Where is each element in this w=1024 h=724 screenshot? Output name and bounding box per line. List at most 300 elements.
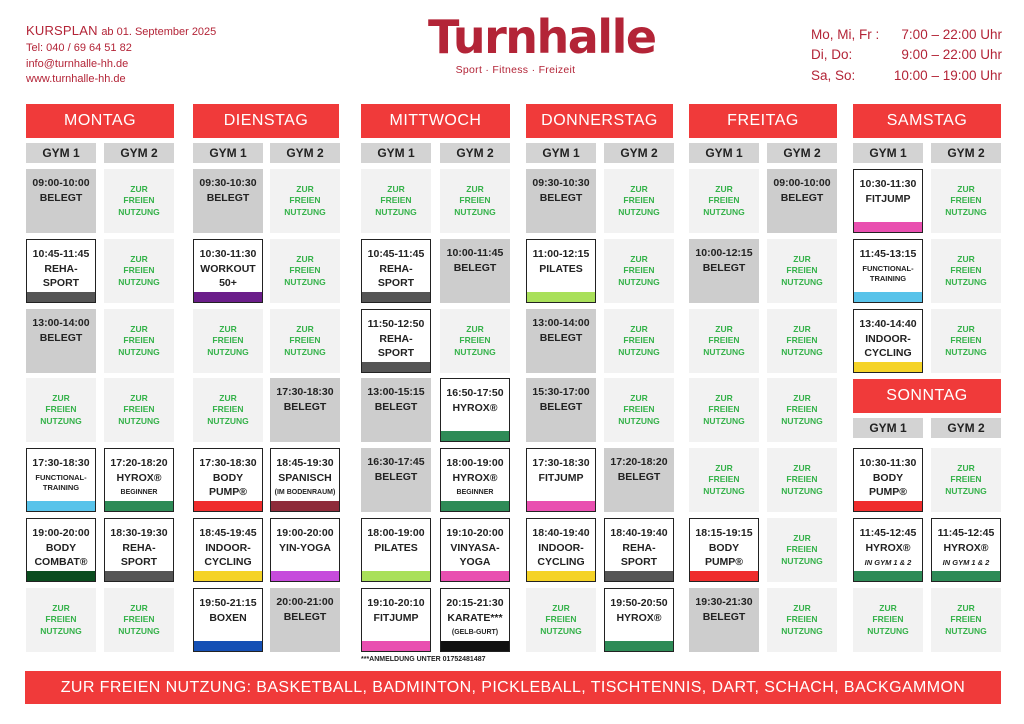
gym-header-2: GYM 2 [604,143,674,163]
text-line: CYCLING [864,346,912,359]
free-use-word: FREIEN [289,265,321,276]
text-line: BOXEN [209,612,247,624]
free-use-label [936,184,996,219]
course-color-bar [441,501,509,511]
free-use-word: FREIEN [289,335,321,346]
course-time: 18:00-19:00 [446,457,504,469]
gym-header-1: GYM 1 [361,143,431,163]
free-use-word: FREIEN [786,265,818,276]
course-cell [26,239,96,303]
free-use-label [936,324,996,359]
course-time: 10:00-11:45 [446,247,504,259]
course-time: 13:40-14:40 [859,318,917,330]
free-use-word: NUTZUNG [781,415,823,426]
course-time: 09:00-10:00 [32,177,90,189]
text-line: HYROX® [452,472,498,484]
gym-header-1: GYM 1 [853,418,923,438]
course-name [605,542,673,569]
text-line: YIN-YOGA [279,542,331,554]
course-name [854,472,922,499]
text-line: SPORT [377,346,415,359]
free-use-label [609,393,669,428]
text-line: PUMP® [208,485,248,498]
occupied-cell [270,588,340,652]
free-use-word: ZUR [466,323,484,334]
text-line: REHA- [44,263,78,275]
free-use-word: NUTZUNG [454,346,496,357]
course-name [527,263,595,277]
text-line: FUNCTIONAL- [862,264,914,273]
course-cell [853,239,923,303]
free-use-label [445,324,505,359]
free-use-word: FREIEN [623,404,655,415]
text-line: BELEGT [780,192,824,204]
course-color-bar [527,501,595,511]
course-name [854,193,922,207]
free-use-word: ZUR [879,602,897,613]
course-time: 20:00-21:00 [276,596,334,608]
text-line: BELEGT [539,401,583,413]
course-time: 10:45-11:45 [367,248,425,260]
free-use-word: FREIEN [45,614,77,625]
course-color-bar [690,571,758,581]
course-name [194,472,262,499]
free-use-word: NUTZUNG [540,625,582,636]
course-color-bar [362,362,430,372]
text-line: BODY [708,542,740,554]
free-use-cell [931,239,1001,303]
phone-number: Tel: 040 / 69 64 51 82 [26,41,132,54]
free-use-cell [689,378,759,442]
course-time: 20:15-21:30 [446,597,504,609]
free-use-cell [689,448,759,512]
course-name [527,472,595,486]
text-line: 50+ [219,276,237,289]
text-line: PUMP® [704,555,744,568]
free-use-label [445,184,505,219]
course-time: 10:00-12:15 [695,247,753,259]
free-use-cell [104,588,174,652]
free-use-cell [931,309,1001,373]
free-use-cell [193,378,263,442]
course-note: (IM BODENRAUM) [274,488,336,496]
course-time: 10:30-11:30 [859,178,917,190]
course-name [361,471,431,485]
course-color-bar [27,501,95,511]
text-line: BELEGT [283,611,327,623]
course-name [105,542,173,569]
course-name [193,192,263,206]
course-color-bar [932,571,1000,581]
free-use-word: ZUR [130,602,148,613]
free-use-word: ZUR [130,392,148,403]
course-color-bar [105,571,173,581]
course-time: 19:10-20:00 [446,527,504,539]
free-use-label [198,324,258,359]
free-use-word: FREIEN [289,195,321,206]
free-use-cell [361,169,431,233]
free-use-word: NUTZUNG [781,625,823,636]
course-cell [853,518,923,582]
text-line: YOGA [459,555,491,568]
free-use-label [936,603,996,638]
course-name [362,263,430,290]
course-name [441,472,509,486]
free-use-word: NUTZUNG [207,415,249,426]
occupied-cell [767,169,837,233]
free-use-label [531,603,591,638]
occupied-cell [604,448,674,512]
course-name [361,401,431,415]
course-time: 18:15-19:15 [695,527,753,539]
free-use-word: NUTZUNG [703,415,745,426]
free-use-word: ZUR [715,392,733,403]
free-use-word: FREIEN [708,335,740,346]
free-use-cell [440,309,510,373]
course-name [194,542,262,569]
course-time: 15:30-17:00 [532,386,590,398]
free-use-word: ZUR [219,392,237,403]
occupied-cell [440,239,510,303]
text-line: FITJUMP [865,193,911,205]
free-use-label [858,603,918,638]
free-use-cell [931,169,1001,233]
free-use-word: NUTZUNG [781,485,823,496]
free-use-word: ZUR [296,323,314,334]
hours-time: 9:00 – 22:00 Uhr [901,47,1002,63]
free-use-word: NUTZUNG [118,625,160,636]
course-name [26,332,96,346]
course-note: IN GYM 1 & 2 [864,557,912,567]
course-cell [526,518,596,582]
free-use-word: NUTZUNG [945,206,987,217]
free-use-word: NUTZUNG [945,485,987,496]
course-color-bar [605,641,673,651]
karate-footnote: ***ANMELDUNG UNTER 01752481487 [361,656,486,663]
text-line: BODY [45,542,77,554]
course-name [271,542,339,556]
free-use-cell [26,588,96,652]
course-color-bar [854,501,922,511]
course-name [527,542,595,569]
email-link[interactable]: info@turnhalle-hh.de [26,57,129,70]
free-use-word: FREIEN [123,265,155,276]
course-time: 19:50-20:50 [610,597,668,609]
text-line: CYCLING [537,555,585,568]
course-cell [361,239,431,303]
course-name [362,612,430,626]
free-use-word: ZUR [219,323,237,334]
course-time: 17:20-18:20 [110,457,168,469]
free-use-cell [270,309,340,373]
free-use-cell [853,588,923,652]
course-time: 16:30-17:45 [367,456,425,468]
free-use-word: NUTZUNG [945,346,987,357]
free-use-cell [270,169,340,233]
free-use-word: NUTZUNG [40,625,82,636]
course-cell [440,588,510,652]
free-use-word: NUTZUNG [781,346,823,357]
free-use-word: NUTZUNG [284,346,326,357]
free-use-label [772,254,832,289]
occupied-cell [361,448,431,512]
free-use-cell [767,448,837,512]
course-color-bar [854,292,922,302]
free-use-word: ZUR [793,602,811,613]
free-use-word: FREIEN [212,335,244,346]
course-cell [193,518,263,582]
text-line: TRAINING [42,483,80,492]
course-name [27,473,95,493]
text-line: BELEGT [374,471,418,483]
gym-header-1: GYM 1 [853,143,923,163]
free-use-word: ZUR [957,462,975,473]
text-line: INDOOR- [538,542,584,554]
course-cell [270,518,340,582]
free-use-word: FREIEN [45,404,77,415]
schedule-title: KURSPLAN ab 01. September 2025 [26,23,217,38]
free-use-word: FREIEN [950,195,982,206]
free-use-word: FREIEN [708,195,740,206]
free-use-word: NUTZUNG [618,415,660,426]
free-use-word: ZUR [715,323,733,334]
text-line: SPANISCH [278,472,332,484]
course-time: 13:00-14:00 [532,317,590,329]
text-line: FITJUMP [373,612,419,624]
opening-hours-row [811,45,1002,66]
course-name [26,192,96,206]
free-use-label [275,324,335,359]
free-use-cell [767,309,837,373]
course-time: 10:30-11:30 [859,457,917,469]
free-use-label [31,603,91,638]
course-cell [689,518,759,582]
free-use-word: NUTZUNG [375,206,417,217]
opening-hours-row [811,24,1002,45]
free-use-label [694,184,754,219]
free-use-label [275,184,335,219]
free-use-word: ZUR [130,253,148,264]
course-name [105,472,173,486]
website-link[interactable]: www.turnhalle-hh.de [26,73,126,86]
course-time: 19:10-20:10 [367,597,425,609]
course-time: 18:40-19:40 [532,527,590,539]
free-use-word: NUTZUNG [618,276,660,287]
text-line: BELEGT [453,262,497,274]
free-use-label [772,603,832,638]
hours-days: Sa, So: [811,67,856,83]
course-cell [526,239,596,303]
gym-header-2: GYM 2 [931,143,1001,163]
gym-header-1: GYM 1 [689,143,759,163]
course-time: 11:45-13:15 [859,248,917,260]
course-cell [193,588,263,652]
course-color-bar [27,292,95,302]
course-name [854,333,922,360]
free-use-word: NUTZUNG [454,206,496,217]
free-use-word: FREIEN [459,335,491,346]
course-time: 09:00-10:00 [773,177,831,189]
course-time: 18:00-19:00 [367,527,425,539]
course-cell [26,518,96,582]
free-use-label [31,393,91,428]
free-use-word: ZUR [130,323,148,334]
text-line: PILATES [539,263,583,275]
course-cell [526,448,596,512]
free-use-word: FREIEN [212,404,244,415]
free-use-word: FREIEN [950,474,982,485]
opening-hours [811,24,1002,86]
gym-header-1: GYM 1 [193,143,263,163]
course-name [362,542,430,556]
logo-wordmark: Turnhalle [428,10,656,64]
course-name [689,262,759,276]
text-line: KARATE*** [447,612,503,624]
course-name [194,263,262,290]
course-time: 11:45-12:45 [937,527,995,539]
free-use-word: NUTZUNG [618,346,660,357]
gym-header-2: GYM 2 [270,143,340,163]
course-time: 11:45-12:45 [859,527,917,539]
free-use-label [609,324,669,359]
course-time: 16:50-17:50 [446,387,504,399]
course-time: 10:45-11:45 [32,248,90,260]
course-time: 19:30-21:30 [695,596,753,608]
text-line: BELEGT [39,192,83,204]
free-use-word: FREIEN [123,335,155,346]
free-use-label [275,254,335,289]
text-line: HYROX® [616,612,662,624]
free-use-word: FREIEN [123,404,155,415]
free-use-word: NUTZUNG [118,346,160,357]
text-line: HYROX® [452,402,498,414]
free-use-cell [270,239,340,303]
gym-header-2: GYM 2 [767,143,837,163]
text-line: VINYASA- [450,542,500,554]
text-line: TRAINING [869,274,907,283]
course-color-bar [441,641,509,651]
free-use-label [936,254,996,289]
free-use-label [198,393,258,428]
course-time: 18:45-19:45 [199,527,257,539]
day-header-mittwoch: MITTWOCH [361,104,510,138]
text-line: HYROX® [943,542,989,554]
free-use-word: NUTZUNG [781,276,823,287]
occupied-cell [361,378,431,442]
free-use-cell [526,588,596,652]
free-use-word: FREIEN [950,614,982,625]
free-use-word: ZUR [957,253,975,264]
text-line: SPORT [620,555,658,568]
free-use-word: FREIEN [950,335,982,346]
free-use-word: ZUR [630,253,648,264]
course-cell [604,518,674,582]
free-use-word: NUTZUNG [284,276,326,287]
turnhalle-logo [428,10,656,76]
free-use-cell [604,378,674,442]
free-use-word: NUTZUNG [618,206,660,217]
occupied-cell [526,309,596,373]
course-note: BEGINNER [120,488,158,496]
free-use-label [109,603,169,638]
course-cell [270,448,340,512]
course-name [440,262,510,276]
hours-days: Di, Do: [811,47,853,63]
free-use-cell [931,448,1001,512]
course-color-bar [854,362,922,372]
free-use-word: NUTZUNG [703,346,745,357]
free-use-word: FREIEN [872,614,904,625]
course-time: 11:50-12:50 [367,318,425,330]
course-time: 13:00-14:00 [32,317,90,329]
course-name [441,612,509,626]
free-use-word: NUTZUNG [118,206,160,217]
free-use-cell [604,169,674,233]
course-color-bar [271,571,339,581]
free-use-word: ZUR [793,392,811,403]
course-note: IN GYM 1 & 2 [942,557,990,567]
course-cell [853,169,923,233]
occupied-cell [26,309,96,373]
free-use-label [772,324,832,359]
course-color-bar [854,222,922,232]
free-use-word: ZUR [630,323,648,334]
text-line: FUNCTIONAL- [35,473,87,482]
free-use-word: ZUR [793,462,811,473]
free-use-word: FREIEN [786,404,818,415]
free-use-label [109,324,169,359]
course-name [441,402,509,416]
course-color-bar [605,571,673,581]
day-header-freitag: FREITAG [689,104,837,138]
free-use-word: NUTZUNG [40,415,82,426]
free-use-word: FREIEN [545,614,577,625]
course-name [270,611,340,625]
course-time: 18:40-19:40 [610,527,668,539]
free-use-word: ZUR [793,253,811,264]
occupied-cell [26,169,96,233]
text-line: BELEGT [283,401,327,413]
course-name [605,612,673,626]
text-line: PILATES [374,542,418,554]
contact-block [26,24,216,86]
free-use-word: ZUR [630,183,648,194]
text-line: SPORT [120,555,158,568]
free-use-word: FREIEN [786,335,818,346]
free-use-cell [193,309,263,373]
free-use-word: ZUR [387,183,405,194]
free-use-cell [440,169,510,233]
free-use-word: FREIEN [623,195,655,206]
text-line: BELEGT [539,332,583,344]
course-color-bar [105,501,173,511]
course-name [271,472,339,486]
course-name [854,542,922,556]
free-use-cell [104,378,174,442]
free-use-cell [104,239,174,303]
course-color-bar [362,641,430,651]
day-header-montag: MONTAG [26,104,174,138]
free-use-word: FREIEN [623,265,655,276]
free-use-word: FREIEN [123,614,155,625]
free-use-word: FREIEN [380,195,412,206]
free-use-label [109,254,169,289]
logo-tagline: Sport · Fitness · Freizeit [455,64,576,76]
occupied-cell [270,378,340,442]
course-cell [853,309,923,373]
course-color-bar [441,431,509,441]
text-line: BELEGT [206,192,250,204]
